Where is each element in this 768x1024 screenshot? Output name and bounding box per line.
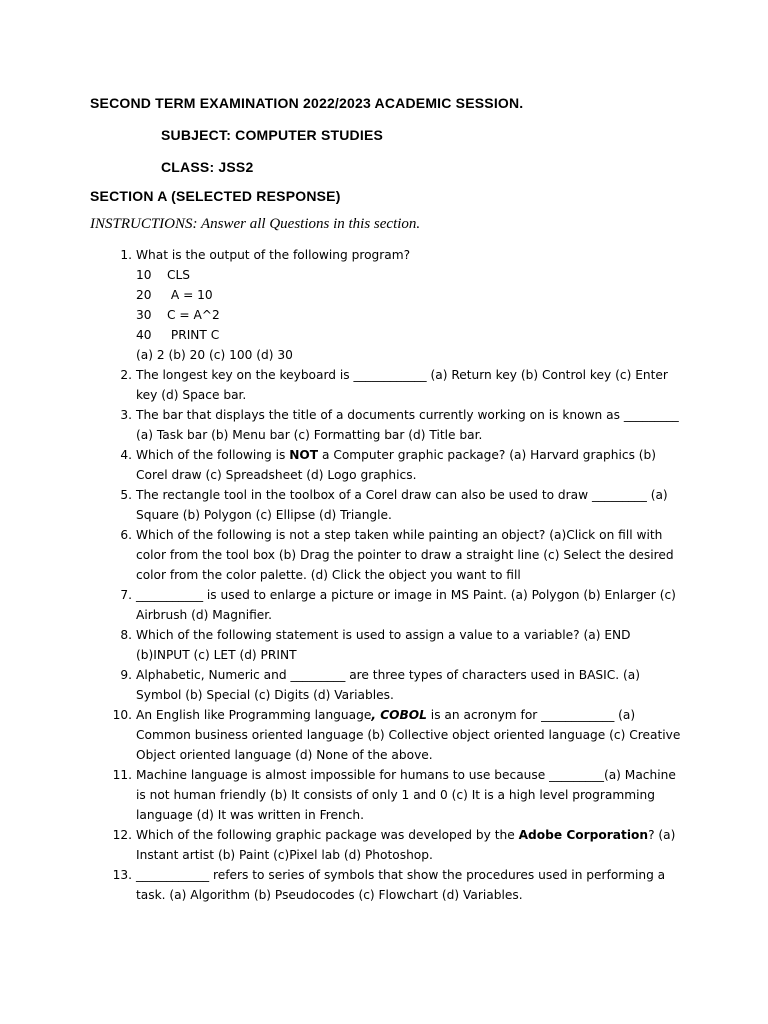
- question-text: The rectangle tool in the toolbox of a Corel draw can also be used to draw _________ (a) Square (b) Polygon (c) Ellipse (d) Triangle.: [136, 488, 668, 522]
- question-number: 13.: [112, 868, 132, 882]
- instructions: INSTRUCTIONS: Answer all Questions in this section.: [90, 216, 421, 232]
- subject-line: SUBJECT: COMPUTER STUDIES: [161, 127, 384, 143]
- question-item: [108, 865, 683, 905]
- question-text: Machine language is almost impossible for humans to use because _________(a) Machine is not human friendly (b) It consists of only 1 and 0 (c) It is a high level programming language (d) It was written in French.: [136, 768, 676, 822]
- question-text: The longest key on the keyboard is ____________ (a) Return key (b) Control key (c) Enter key (d) Space bar.: [136, 368, 668, 402]
- code-line: 40 PRINT C: [136, 328, 220, 342]
- question-number: 7.: [120, 588, 132, 602]
- question-text: ___________ is used to enlarge a picture or image in MS Paint. (a) Polygon (b) Enlarger (c) Airbrush (d) Magnifier.: [136, 588, 676, 622]
- question-item: [108, 665, 683, 705]
- question-item: [108, 705, 683, 765]
- question-item: [108, 245, 683, 365]
- question-number: 10.: [112, 708, 132, 722]
- question-text: [136, 705, 683, 765]
- question-item: [108, 365, 683, 405]
- question-text-part: An English like Programming language: [136, 708, 372, 722]
- question-text: [136, 825, 683, 865]
- question-number: 3.: [120, 408, 132, 422]
- question-text: ____________ refers to series of symbols that show the procedures used in performing a task. (a) Algorithm (b) Pseudocodes (c) Flowchart (d) Variables.: [136, 868, 666, 902]
- question-number: 1.: [120, 248, 132, 262]
- question-text: What is the output of the following program?: [136, 248, 411, 262]
- question-number: 2.: [120, 368, 132, 382]
- question-text: Which of the following is not a step taken while painting an object? (a)Click on fill with color from the tool box (b) Drag the pointer to draw a straight line (c) Select the desired color from the color palette. (d) Click the object you want to fill: [136, 528, 674, 582]
- question-number: 6.: [120, 528, 132, 542]
- question-text-part: ? (a) Instant artist (b) Paint (c)Pixel lab (d) Photoshop.: [136, 828, 676, 862]
- emphasis-text: Adobe Corporation: [518, 828, 649, 842]
- question-number: 12.: [112, 828, 132, 842]
- question-item: [108, 485, 683, 525]
- question-text-part: a Computer graphic package? (a) Harvard graphics (b) Corel draw (c) Spreadsheet (d) Logo graphics.: [136, 448, 657, 482]
- question-item: [108, 585, 683, 625]
- question-text: [136, 445, 683, 485]
- question-list: [108, 245, 683, 905]
- question-number: 8.: [120, 628, 132, 642]
- question-item: [108, 525, 683, 585]
- question-item: [108, 765, 683, 825]
- emphasis-text: , COBOL: [371, 708, 427, 722]
- question-item: [108, 445, 683, 485]
- code-line: 30 C = A^2: [136, 308, 220, 322]
- question-item: [108, 825, 683, 865]
- question-text: Alphabetic, Numeric and _________ are three types of characters used in BASIC. (a) Symbol (b) Special (c) Digits (d) Variables.: [136, 668, 640, 702]
- question-text-part: Which of the following graphic package was developed by the: [136, 828, 519, 842]
- question-item: [108, 625, 683, 665]
- question-number: 9.: [120, 668, 132, 682]
- question-text: The bar that displays the title of a documents currently working on is known as _________ (a) Task bar (b) Menu bar (c) Formatting bar (d) Title bar.: [136, 408, 679, 442]
- question-number: 4.: [120, 448, 132, 462]
- question-text-part: Which of the following is: [136, 448, 290, 462]
- class-line: CLASS: JSS2: [161, 159, 254, 175]
- question-text-part: is an acronym for ____________ (a) Common business oriented language (b) Collective object oriented language (c) Creative Object oriented language (d) None of the above.: [136, 708, 681, 762]
- emphasis-text: NOT: [289, 448, 319, 462]
- code-line: 10 CLS: [136, 268, 191, 282]
- question-text: Which of the following statement is used to assign a value to a variable? (a) END (b)INPUT (c) LET (d) PRINT: [136, 628, 631, 662]
- question-number: 5.: [120, 488, 132, 502]
- question-item: [108, 405, 683, 445]
- question-options: (a) 2 (b) 20 (c) 100 (d) 30: [136, 348, 293, 362]
- section-heading: SECTION A (SELECTED RESPONSE): [90, 188, 341, 204]
- code-line: 20 A = 10: [136, 288, 213, 302]
- question-number: 11.: [112, 768, 132, 782]
- exam-title: SECOND TERM EXAMINATION 2022/2023 ACADEMIC SESSION.: [90, 95, 524, 111]
